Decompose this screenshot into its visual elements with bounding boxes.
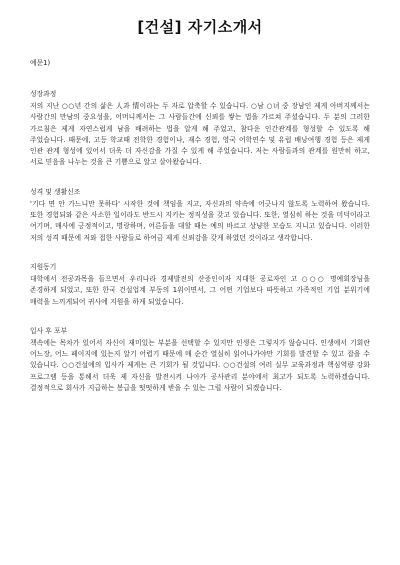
example-label: 예문1)	[30, 59, 51, 67]
section-personality	[30, 187, 370, 244]
section-heading: 성격 및 생활신조	[30, 187, 81, 196]
section-motivation	[30, 262, 370, 308]
section-heading: 지원동기	[30, 262, 57, 271]
section-heading: 성장과정	[30, 90, 57, 98]
document-title: [건설] 자기소개서	[137, 18, 263, 36]
section-body: 대학에서 전공과목을 들으면서 우리나라 경제발전의 산증인이자 지대한 공로자인 고 ○○○ 명예회장님을 존경하게 되었고, 또한 한국 건설업계 부동의 1위이면서, 그 어떤 기업보다 따뜻하고 가족적인 기업 분위기에 매력을 느끼게되어 귀사에 지원을 하게 되었습니다.	[30, 274, 370, 306]
section-body: '기다 면 안 가느니만 못하다' 시작한 것에 책임을 지고, 자신과의 약속에 어긋나지 않도록 노력하여 왔습니다. 또한 경험되와 같은 사소한 일이라도 반드시 지키는 정직성을 갖고 있습니다. 또한, 열심히 하는 것을 미덕이라고 여기며, 매사에 긍정적이고, 명랑하며, 어른들을 대할 때는 예의 바르고 상냥한 모습도 지니고 있습니다. 이러한 저의 성격 때문에 저와 접한 사람들로 하여금 제게 신뢰감을 갖게 하였던 것이라고 생각합니다.	[30, 199, 370, 242]
section-aspiration	[30, 326, 370, 394]
section-body: 책속에는 목차가 있어서 자신이 재미있는 부분을 선택할 수 있지만 인생은 그렇지가 않습니다. 인생에서 기회란 어느장, 어느 페이지에 있는지 알기 어렵기 때문에 매 순간 열심히 읽어나가야만 기회를 발견할 수 있고 잡을 수 있습니다. ○○건설에의 입사가 제게는 큰 기회가 될 것입니다. ○○건설의 여러 실무 교육과정과 핵심역량 강화 프로그램 등을 통해서 더욱 제 자신을 발전시켜 나아가 공사관리 분야에서 최고가 되도록 노력하겠습니다. 결정적으로 회사가 지급하는 봉급을 떳떳하게 받을 수 있는 그럴 사람이 되겠습니다.	[30, 338, 370, 393]
section-body: 저의 지난 ○○년 간의 삶은 人과 情이라는 두 자로 압축할 수 있습니다. ○남 ○녀 중 장남인 제게 아버지께서는 사람간의 만남의 중요성을, 어머니께서는 그 사람들간에 신뢰를 쌓는 법을 가르쳐 주셨습니다. 두 분의 그러한 가르침은 제게 자연스럽게 남을 배려하는 법을 알게 해 주었고, 참다운 인간관계를 형성할 수 있도록 해 주었습니다. 때문에, 고등 학교때 전학한 경험이나, 재수 경험, 영국 어학연수 및 유럽 배낭여행 경험 등은 제게 인관 관계 형성에 있어서 더욱 더 자신감을 가질 수 있게 해 주었습니다. 저는 사람들과의 관계를 원만히 하고, 서로 믿음을 나누는 것을 큰 기쁨으로 알고 살아왔습니다.	[30, 102, 370, 167]
section-growth	[30, 89, 370, 169]
section-heading: 입사 후 포부	[30, 326, 68, 335]
